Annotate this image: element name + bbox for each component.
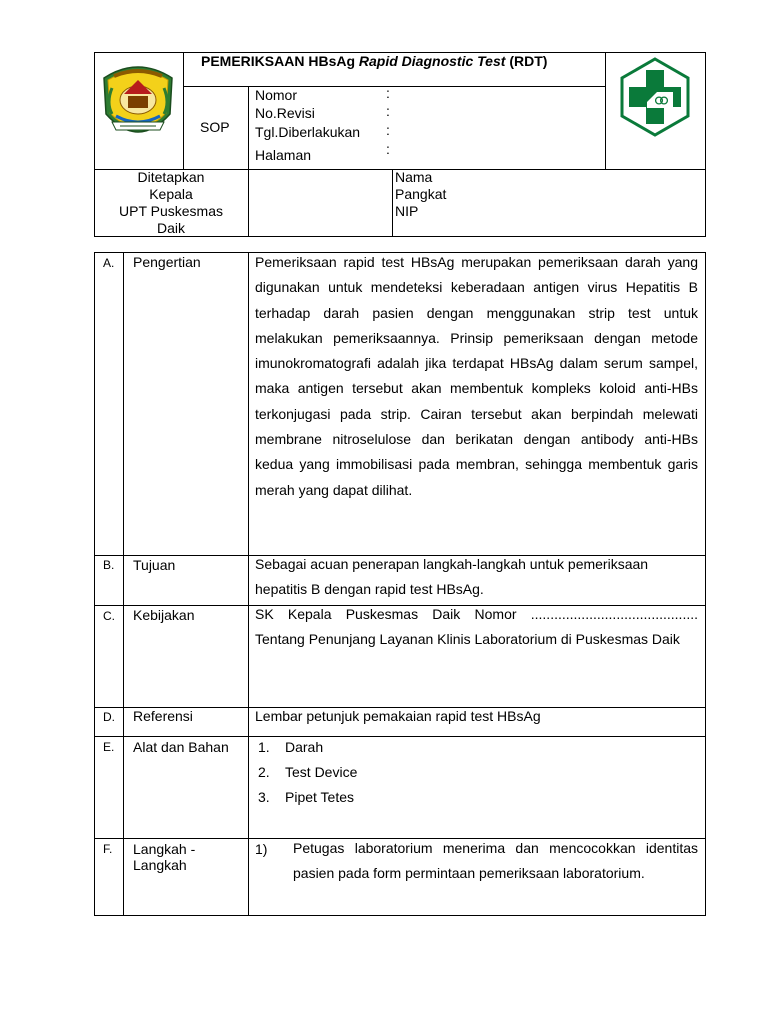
document-title: PEMERIKSAAN HBsAg Rapid Diagnostic Test (RDT) [201, 53, 548, 69]
list-item-num: 3. [258, 789, 270, 805]
field-nomor-sep: : [386, 85, 390, 101]
section-letter-d: D. [103, 710, 115, 724]
signatory-pangkat: Pangkat [395, 186, 447, 202]
regional-emblem-logo [98, 58, 178, 148]
ditetapkan-line-4: Daik [156, 220, 185, 236]
section-content-referensi: Lembar petunjuk pemakaian rapid test HBsAg [255, 708, 541, 724]
section-title-langkah-line2: Langkah [133, 857, 187, 873]
section-letter-c: C. [103, 609, 115, 623]
section-content-tujuan: Sebagai acuan penerapan langkah-langkah untuk pemeriksaan hepatitis B dengan rapid test HBsAg. [255, 556, 649, 598]
section-title-langkah-line1: Langkah - [133, 841, 196, 857]
ditetapkan-line-2: Kepala [149, 186, 193, 202]
field-halaman-label: Halaman [255, 147, 312, 163]
field-tgl-label: Tgl.Diberlakukan [255, 124, 361, 140]
ditetapkan-line-1: Ditetapkan [137, 169, 205, 185]
field-tgl-sep: : [386, 122, 390, 138]
list-item-num: 1. [258, 739, 270, 755]
section-letter-e: E. [103, 740, 115, 754]
section-letter-b: B. [103, 558, 115, 572]
section-content-pengertian: Pemeriksaan rapid test HBsAg merupakan pemeriksaan darah yang digunakan untuk mendeteksi keberadaan antigen virus Hepatitis B terhadap darah pasien dengan menggunakan strip test untuk melakukan pemeriksaannya. Prinsip pemeriksaan dengan metode imunokromatografi adalah jika terdapat HBsAg dalam serum sampel, maka antigen tersebut akan membentuk kompleks koloid anti-HBs terkonjugasi pada strip. Cairan tersebut akan berpindah melewati membrane nitroselulose dan berikatan dengan antibody anti-HBs kedua yang immobilisasi pada membran, sehingga membentuk garis merah yang dapat dilihat. [255, 254, 698, 498]
field-halaman-sep: : [386, 141, 390, 157]
step-text: Petugas laboratorium menerima dan mencocokkan identitas pasien pada form permintaan pemeriksaan laboratorium. [293, 840, 698, 882]
section-title-referensi: Referensi [133, 708, 193, 724]
section-title-alat-bahan: Alat dan Bahan [133, 739, 229, 755]
sop-label: SOP [200, 119, 230, 135]
list-item: Pipet Tetes [285, 789, 355, 805]
puskesmas-logo [617, 56, 693, 138]
signatory-nip: NIP [395, 203, 419, 219]
step-number: 1) [255, 841, 268, 857]
list-item-num: 2. [258, 764, 270, 780]
section-letter-a: A. [103, 256, 115, 270]
section-content-kebijakan: SK Kepala Puskesmas Daik Nomor ........................................... Tentang Penunjang Layanan Klinis Laboratorium di Puskesmas Daik [255, 606, 698, 648]
field-norevisi-sep: : [386, 103, 390, 119]
section-letter-f: F. [103, 842, 113, 856]
signatory-nama: Nama [395, 169, 433, 185]
list-item: Test Device [285, 764, 358, 780]
section-title-kebijakan: Kebijakan [133, 607, 195, 623]
field-nomor-label: Nomor [255, 87, 298, 103]
list-item: Darah [285, 739, 324, 755]
section-title-pengertian: Pengertian [133, 254, 201, 270]
field-norevisi-label: No.Revisi [255, 105, 315, 121]
ditetapkan-line-3: UPT Puskesmas [119, 203, 223, 219]
section-title-tujuan: Tujuan [133, 557, 176, 573]
